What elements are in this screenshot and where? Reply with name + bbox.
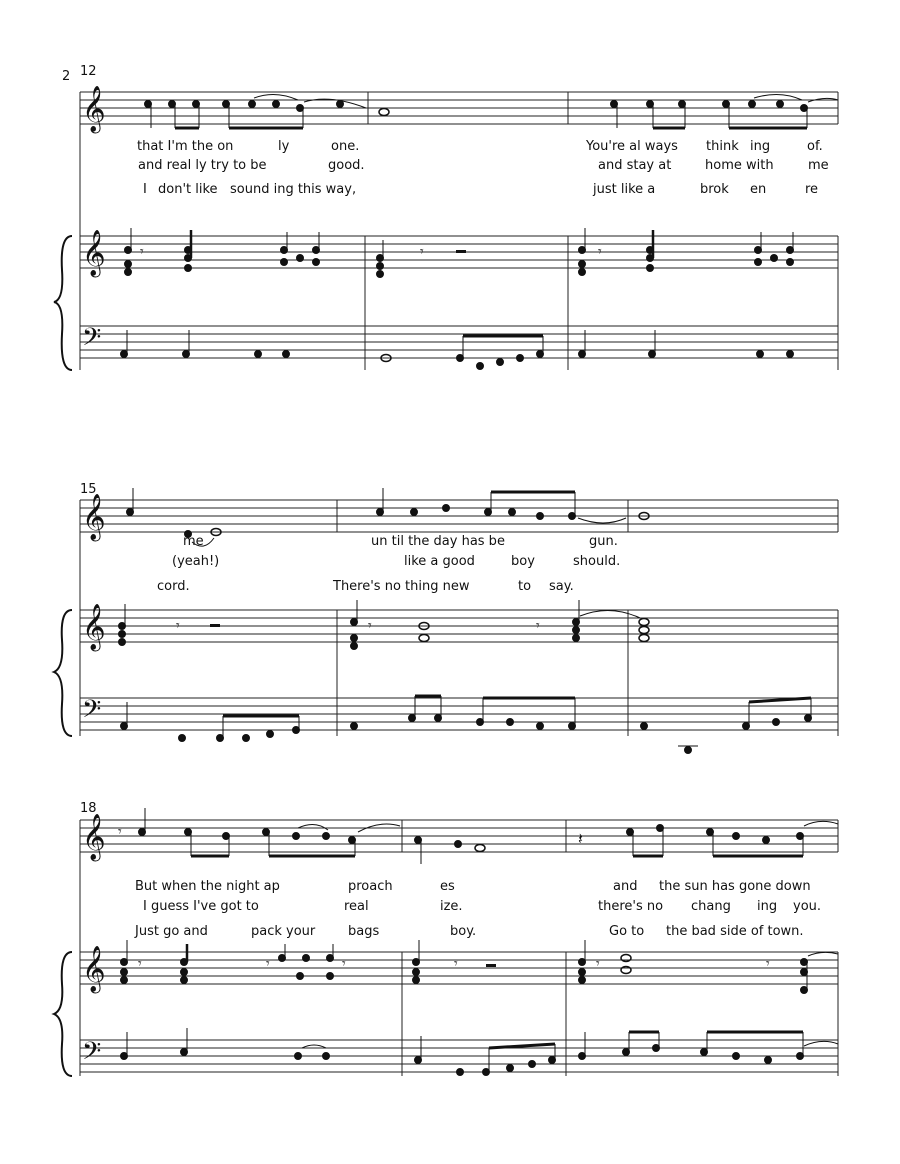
lyrics-verse-1: [183, 534, 618, 549]
lyric-syllable: brok: [700, 182, 729, 197]
lyric-syllable: ly: [278, 139, 290, 154]
lyric-syllable: say.: [549, 579, 574, 594]
svg-text:𝄾: 𝄾: [342, 956, 346, 972]
brace: [54, 236, 72, 370]
lyric-syllable: you.: [793, 899, 822, 914]
lyric-syllable: like a good: [404, 554, 475, 569]
lyric-syllable: and: [613, 879, 638, 894]
treble-clef-icon: 𝄞: [82, 814, 106, 860]
lyrics-verse-2: [172, 554, 620, 569]
lyric-syllable: ing: [750, 139, 771, 154]
lyric-syllable: I guess I've got to: [143, 899, 259, 914]
lyric-syllable: But when the night ap: [135, 879, 280, 894]
svg-text:𝄾: 𝄾: [368, 618, 372, 634]
lyric-syllable: There's no thing new: [333, 579, 470, 594]
lyric-syllable: there's no: [598, 899, 664, 914]
svg-text:𝄾: 𝄾: [536, 618, 540, 634]
lyric-syllable: ing: [757, 899, 778, 914]
lyric-syllable: pack your: [251, 924, 316, 939]
lyric-syllable: me: [808, 158, 829, 173]
lyric-syllable: es: [440, 879, 455, 894]
lyric-syllable: just like a: [593, 182, 656, 197]
lyric-syllable: gun.: [589, 534, 618, 549]
lyric-syllable: don't like: [158, 182, 218, 197]
treble-clef-icon: 𝄞: [82, 946, 106, 992]
piano-treble-staff: [80, 600, 838, 736]
lyric-syllable: sound ing this way,: [230, 182, 357, 197]
svg-text:𝄾: 𝄾: [140, 244, 144, 260]
svg-text:𝄾: 𝄾: [598, 244, 602, 260]
lyric-syllable: en: [750, 182, 767, 197]
lyric-syllable: boy.: [450, 924, 477, 939]
lyric-syllable: me: [183, 534, 204, 549]
brace: [54, 610, 72, 736]
piano-bass-staff: [80, 695, 838, 754]
lyric-syllable: Go to: [609, 924, 645, 939]
lyric-syllable: un til the day has be: [371, 534, 505, 549]
lyrics-verse-3: [143, 182, 818, 197]
lyric-syllable: the bad side of town.: [666, 924, 804, 939]
lyric-syllable: boy: [511, 554, 535, 569]
svg-text:𝄽: 𝄽: [578, 829, 583, 848]
system-3: [54, 801, 838, 1076]
svg-text:𝄾: 𝄾: [766, 956, 770, 972]
treble-clef-icon: 𝄞: [82, 494, 106, 540]
lyrics-verse-1: [135, 879, 811, 894]
measure-number: 18: [80, 801, 97, 816]
bass-clef-icon: 𝄢: [82, 695, 102, 730]
lyric-syllable: should.: [573, 554, 621, 569]
lyric-syllable: to: [518, 579, 532, 594]
piano-bass-staff: [80, 1028, 838, 1076]
brace: [54, 952, 72, 1076]
lyric-syllable: Just go and: [135, 924, 208, 939]
svg-text:𝄾: 𝄾: [266, 956, 270, 972]
svg-text:𝄾: 𝄾: [138, 956, 142, 972]
lyric-syllable: I: [143, 182, 147, 197]
lyric-syllable: home with: [705, 158, 774, 173]
piano-bass-staff: [80, 323, 838, 370]
lyric-syllable: bags: [348, 924, 380, 939]
lyrics-verse-2: [143, 899, 821, 914]
vocal-staff: [80, 808, 838, 864]
piano-treble-staff: [80, 228, 838, 370]
svg-text:𝄾: 𝄾: [454, 956, 458, 972]
lyric-syllable: of.: [807, 139, 823, 154]
system-1: [54, 64, 838, 370]
lyrics-verse-3: [134, 924, 804, 939]
measure-number: 12: [80, 64, 97, 79]
treble-clef-icon: 𝄞: [82, 230, 106, 276]
svg-text:𝄾: 𝄾: [420, 244, 424, 260]
system-2: [54, 482, 838, 754]
measure-number: 15: [80, 482, 97, 497]
lyric-syllable: think: [706, 139, 739, 154]
lyric-syllable: the sun has gone down: [659, 879, 811, 894]
page-number: 2: [62, 69, 71, 84]
svg-text:𝄾: 𝄾: [118, 824, 122, 840]
bass-clef-icon: 𝄢: [82, 323, 102, 358]
lyric-syllable: cord.: [157, 579, 190, 594]
treble-clef-icon: 𝄞: [82, 604, 106, 650]
lyric-syllable: real: [344, 899, 369, 914]
lyric-syllable: one.: [331, 139, 360, 154]
lyrics-verse-3: [157, 579, 574, 594]
lyric-syllable: good.: [328, 158, 365, 173]
lyric-syllable: proach: [348, 879, 393, 894]
svg-text:𝄾: 𝄾: [596, 956, 600, 972]
vocal-staff: [80, 86, 838, 134]
lyric-syllable: chang: [691, 899, 731, 914]
lyric-syllable: that I'm the on: [137, 139, 234, 154]
svg-text:𝄾: 𝄾: [176, 618, 180, 634]
lyric-syllable: ize.: [440, 899, 463, 914]
lyric-syllable: re: [805, 182, 819, 197]
treble-clef-icon: 𝄞: [82, 86, 106, 132]
bass-clef-icon: 𝄢: [82, 1037, 102, 1072]
lyrics-verse-1: [137, 139, 823, 154]
lyric-syllable: (yeah!): [172, 554, 220, 569]
lyrics-verse-2: [138, 158, 829, 173]
lyric-syllable: and stay at: [598, 158, 672, 173]
lyric-syllable: and real ly try to be: [138, 158, 267, 173]
lyric-syllable: You're al ways: [586, 139, 678, 154]
